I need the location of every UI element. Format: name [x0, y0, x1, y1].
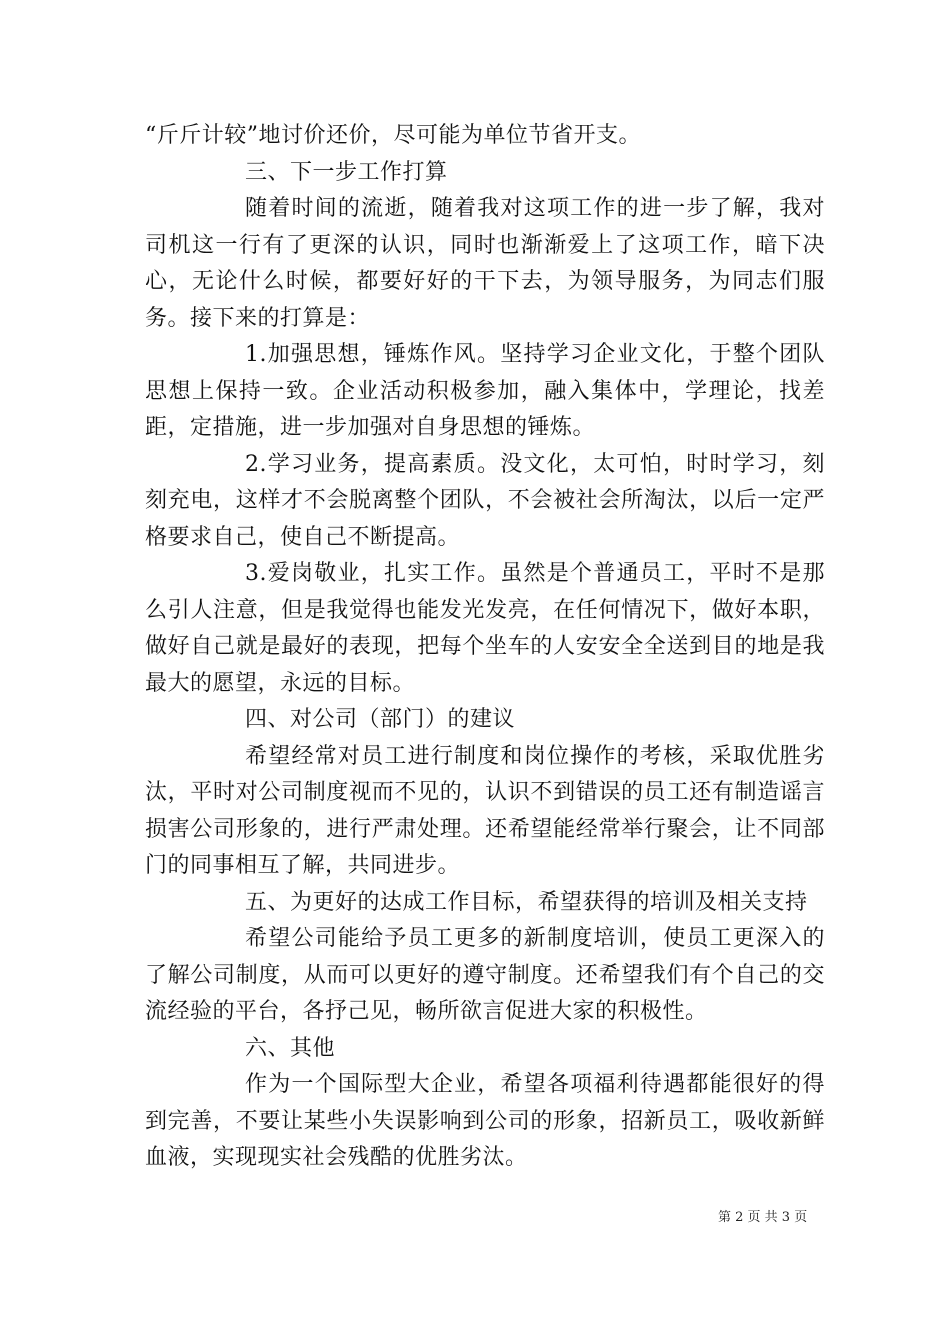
list-item-strengthen-thinking: 1.加强思想，锤炼作风。坚持学习企业文化，于整个团队思想上保持一致。企业活动积极参加，融入集体中，学理论，找差距，定措施，进一步加强对自身思想的锤炼。	[145, 342, 825, 440]
paragraph-suggestions: 希望经常对员工进行制度和岗位操作的考核，采取优胜劣汰，平时对公司制度视而不见的，认识不到错误的员工还有制造谣言损害公司形象的，进行严肃处理。还希望能经常举行聚会，让不同部门的同事相互了解，共同进步。	[145, 743, 825, 878]
section-heading-suggestions: 四、对公司（部门）的建议	[245, 707, 516, 732]
section-heading-other: 六、其他	[245, 1035, 336, 1061]
document-body	[145, 118, 825, 1177]
paragraph-next-steps-intro: 随着时间的流逝，随着我对这项工作的进一步了解，我对司机这一行有了更深的认识，同时也渐渐爱上了这项工作，暗下决心，无论什么时候，都要好好的干下去，为领导服务，为同志们服务。接下来的打算是：	[145, 196, 825, 331]
paragraph-training: 希望公司能给予员工更多的新制度培训，使员工更深入的了解公司制度，从而可以更好的遵守制度。还希望我们有个自己的交流经验的平台，各抒己见，畅所欲言促进大家的积极性。	[145, 926, 825, 1024]
paragraph-other: 作为一个国际型大企业，希望各项福利待遇都能很好的得到完善，不要让某些小失误影响到公司的形象，招新员工，吸收新鲜血液，实现现实社会残酷的优胜劣汰。	[145, 1072, 825, 1170]
section-heading-training: 五、为更好的达成工作目标，希望获得的培训及相关支持	[245, 889, 808, 915]
page-number-footer: 第 2 页 共 3 页	[718, 1210, 808, 1225]
paragraph-continuation: “斤斤计较”地讨价还价，尽可能为单位节省开支。	[145, 123, 641, 148]
list-item-study-business: 2.学习业务，提高素质。没文化，太可怕，时时学习，刻刻充电，这样才不会脱离整个团队，不会被社会所淘汰，以后一定严格要求自己，使自己不断提高。	[145, 451, 825, 550]
section-heading-next-steps: 三、下一步工作打算	[245, 159, 448, 185]
list-item-dedication: 3.爱岗敬业，扎实工作。虽然是个普通员工，平时不是那么引人注意，但是我觉得也能发光发亮，在任何情况下，做好本职，做好自己就是最好的表现，把每个坐车的人安安全全送到目的地是我最大的愿望，永远的目标。	[145, 561, 825, 696]
